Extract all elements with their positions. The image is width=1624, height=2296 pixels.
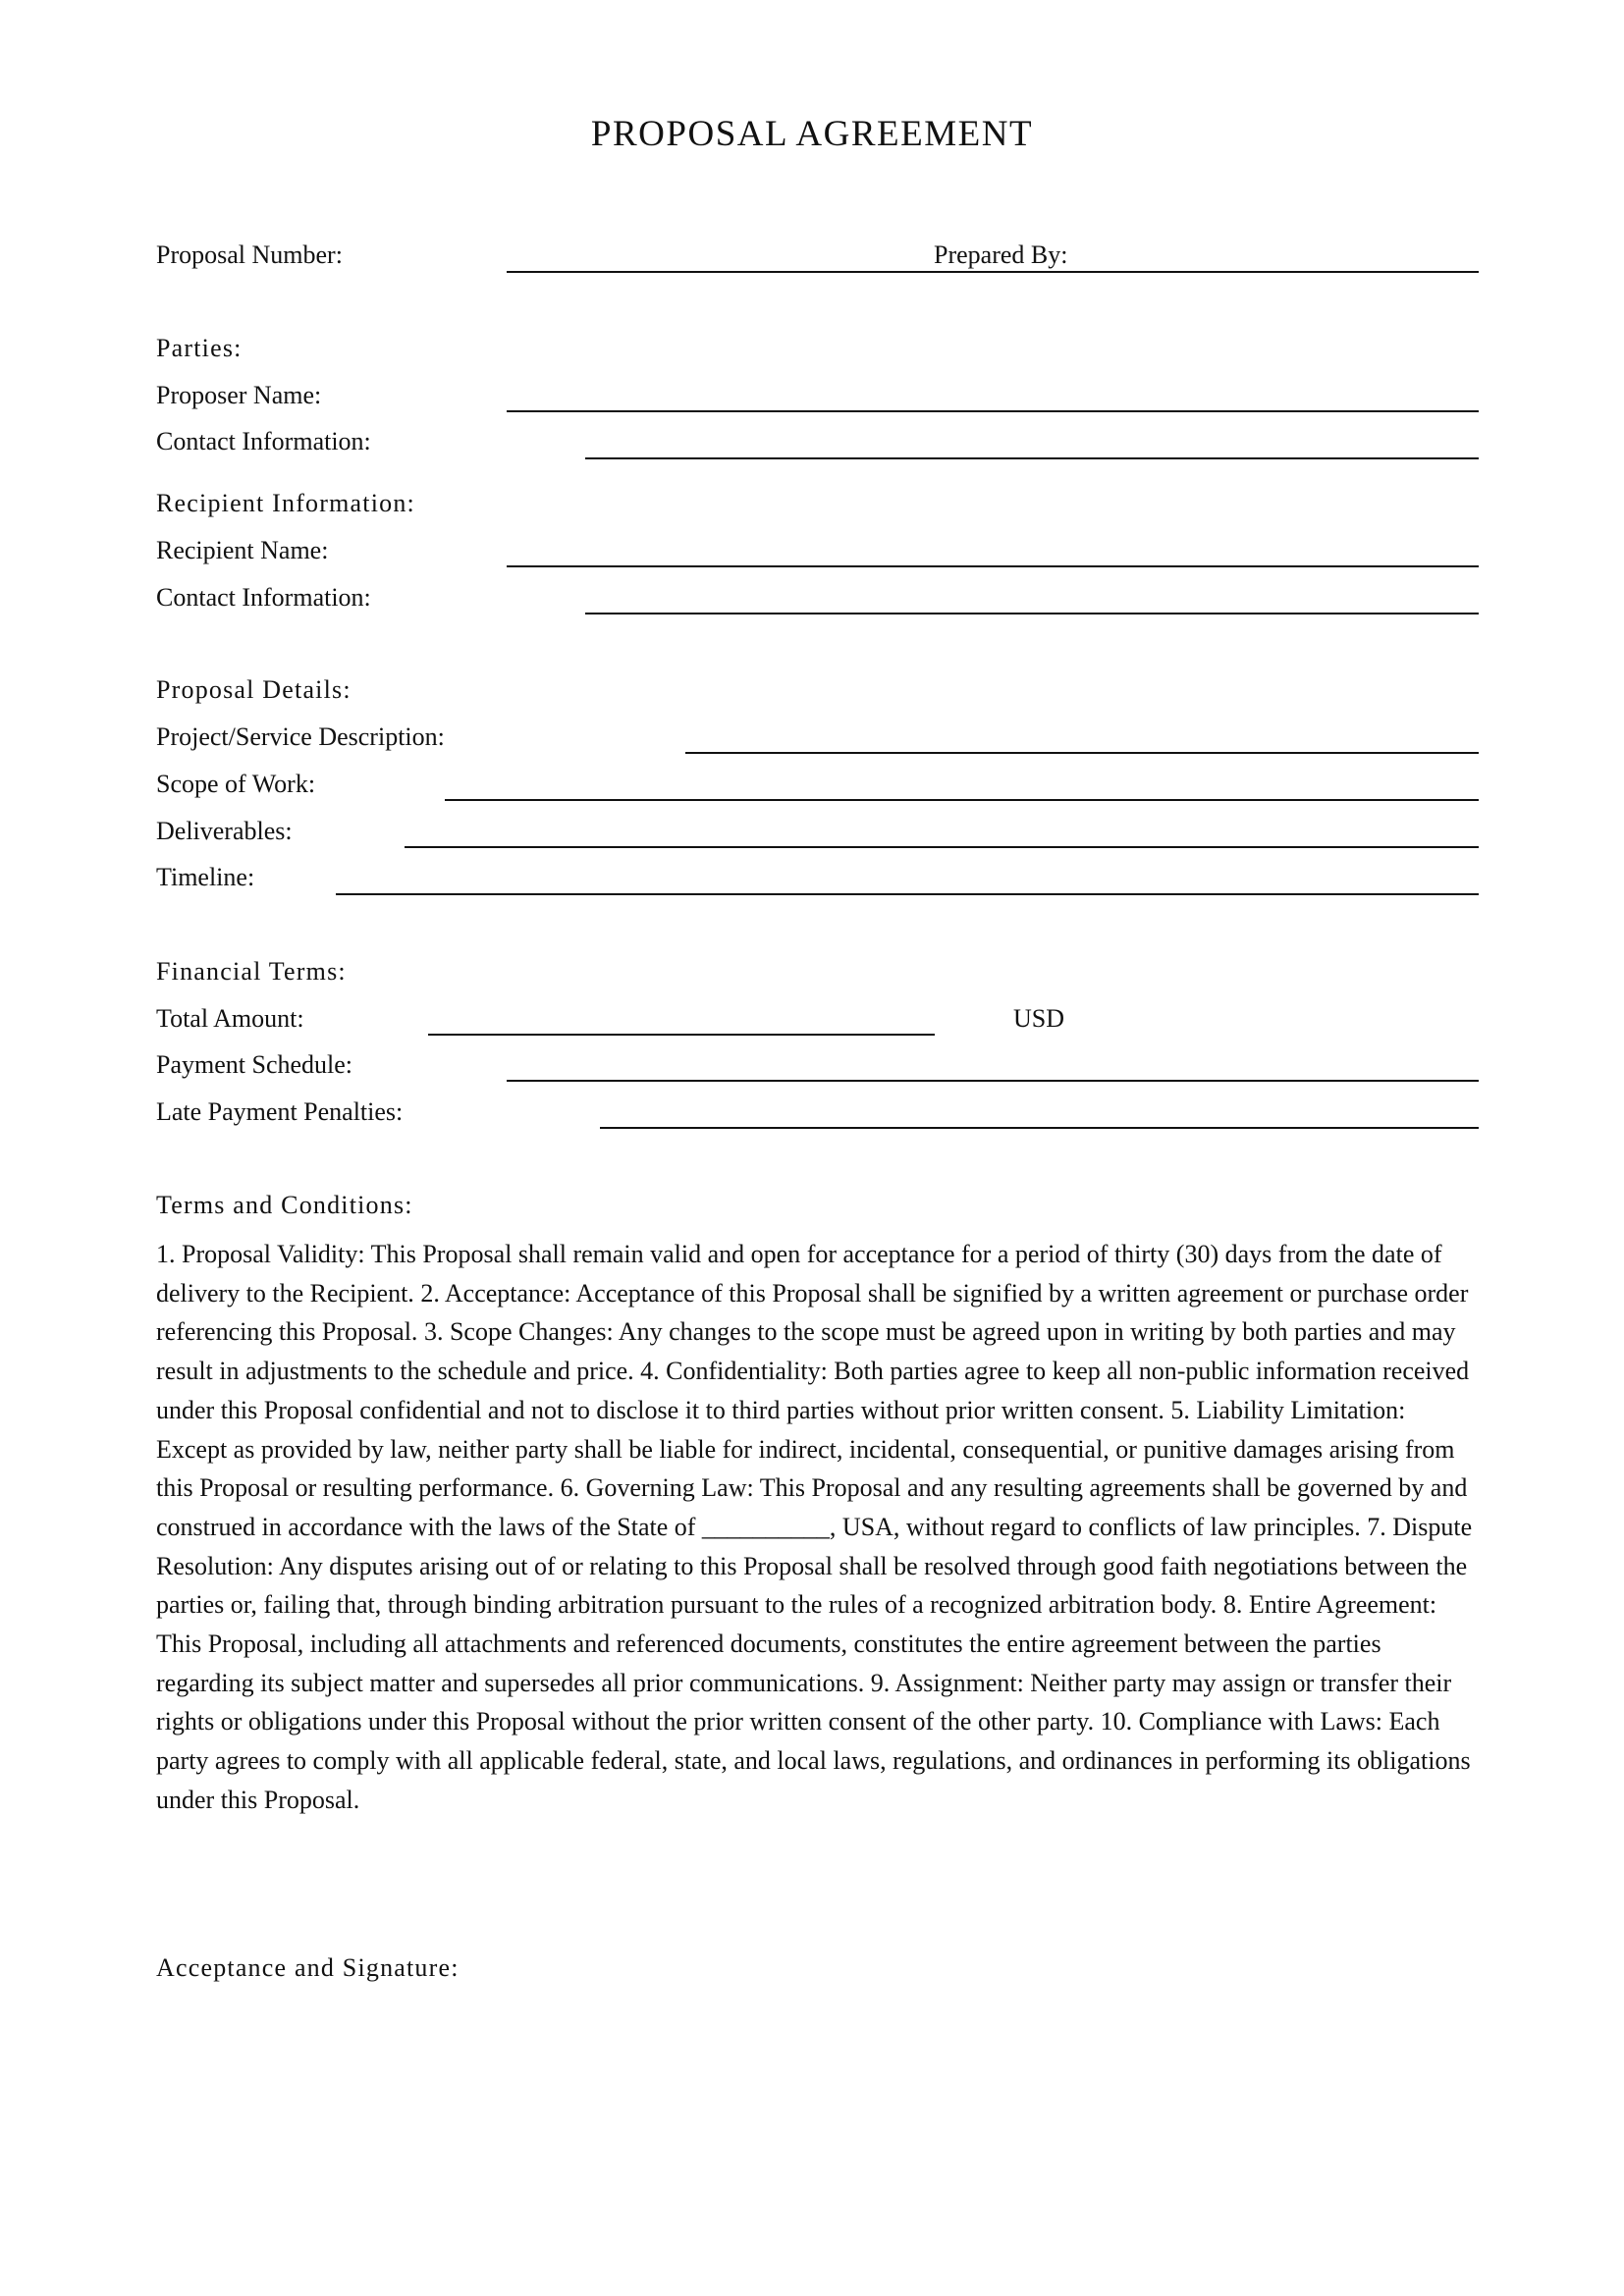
prepared-by-label: Prepared By: bbox=[934, 240, 1068, 269]
currency-label: USD bbox=[1013, 1004, 1065, 1033]
description-field[interactable] bbox=[685, 752, 1479, 754]
terms-clause: 8. Entire Agreement: This Proposal, including all attachments and referenced documents, constitutes the entire agreement between the parties regarding its subject matter and supersedes all prior communications. bbox=[156, 1590, 1437, 1697]
acceptance-heading: Acceptance and Signature: bbox=[156, 1953, 460, 1982]
terms-heading: Terms and Conditions: bbox=[156, 1191, 413, 1219]
payment-schedule-field[interactable] bbox=[507, 1080, 1479, 1082]
proposal-number-field[interactable] bbox=[507, 271, 1479, 273]
deliverables-field[interactable] bbox=[405, 846, 1479, 848]
proposer-contact-label: Contact Information: bbox=[156, 427, 371, 455]
proposer-contact-field[interactable] bbox=[585, 457, 1479, 459]
timeline-field[interactable] bbox=[336, 893, 1479, 895]
recipient-contact-label: Contact Information: bbox=[156, 583, 371, 612]
proposal-details-heading: Proposal Details: bbox=[156, 675, 352, 704]
terms-clause: 3. Scope Changes: Any changes to the scope must be agreed upon in writing by both parties and may result in adjustments to the schedule and price. bbox=[156, 1317, 1456, 1386]
scope-label: Scope of Work: bbox=[156, 770, 316, 798]
terms-body bbox=[156, 1235, 1482, 1820]
terms-clause: 9. Assignment: Neither party may assign or transfer their rights or obligations under this Proposal without the prior written consent of the other party. bbox=[156, 1668, 1452, 1736]
recipient-name-label: Recipient Name: bbox=[156, 536, 329, 564]
proposer-name-field[interactable] bbox=[507, 410, 1479, 412]
late-penalties-field[interactable] bbox=[600, 1127, 1479, 1129]
proposer-name-label: Proposer Name: bbox=[156, 381, 322, 409]
recipient-contact-field[interactable] bbox=[585, 613, 1479, 614]
description-label: Project/Service Description: bbox=[156, 722, 445, 751]
terms-clause: 10. Compliance with Laws: Each party agrees to comply with all applicable federal, state, and local laws, regulations, and ordinances in performing its obligations under this Proposal. bbox=[156, 1707, 1471, 1814]
terms-clause: 7. Dispute Resolution: Any disputes arising out of or relating to this Proposal shall be resolved through good faith negotiations between the parties or, failing that, through binding arbitration pursuant to the rules of a recognized arbitration body. bbox=[156, 1512, 1473, 1620]
deliverables-label: Deliverables: bbox=[156, 817, 293, 845]
recipient-heading: Recipient Information: bbox=[156, 489, 415, 517]
late-penalties-label: Late Payment Penalties: bbox=[156, 1097, 404, 1126]
scope-field[interactable] bbox=[445, 799, 1479, 801]
recipient-name-field[interactable] bbox=[507, 565, 1479, 567]
terms-clause: 1. Proposal Validity: This Proposal shall remain valid and open for acceptance for a period of thirty (30) days from the date of delivery to the Recipient. bbox=[156, 1240, 1442, 1308]
timeline-label: Timeline: bbox=[156, 863, 255, 891]
document-title: PROPOSAL AGREEMENT bbox=[590, 114, 1034, 154]
total-amount-label: Total Amount: bbox=[156, 1004, 304, 1033]
proposal-number-label: Proposal Number: bbox=[156, 240, 343, 269]
payment-schedule-label: Payment Schedule: bbox=[156, 1050, 353, 1079]
total-amount-field[interactable] bbox=[428, 1034, 935, 1036]
terms-clause: 5. Liability Limitation: Except as provided by law, neither party shall be liable for indirect, incidental, consequential, or punitive damages arising from this Proposal or resulting performance. bbox=[156, 1395, 1455, 1503]
parties-heading: Parties: bbox=[156, 334, 243, 362]
terms-clause: 2. Acceptance: Acceptance of this Proposal shall be signified by a written agreement or purchase order referencing this Proposal. bbox=[156, 1278, 1469, 1347]
terms-clause: 4. Confidentiality: Both parties agree to keep all non-public information received under this Proposal confidential and not to disclose it to third parties without prior written consent. bbox=[156, 1357, 1470, 1424]
financial-terms-heading: Financial Terms: bbox=[156, 957, 347, 986]
terms-clause: 6. Governing Law: This Proposal and any resulting agreements shall be governed by and construed in accordance with the laws of the State of __________, USA, without regard to conflicts of law principles. bbox=[156, 1473, 1468, 1541]
